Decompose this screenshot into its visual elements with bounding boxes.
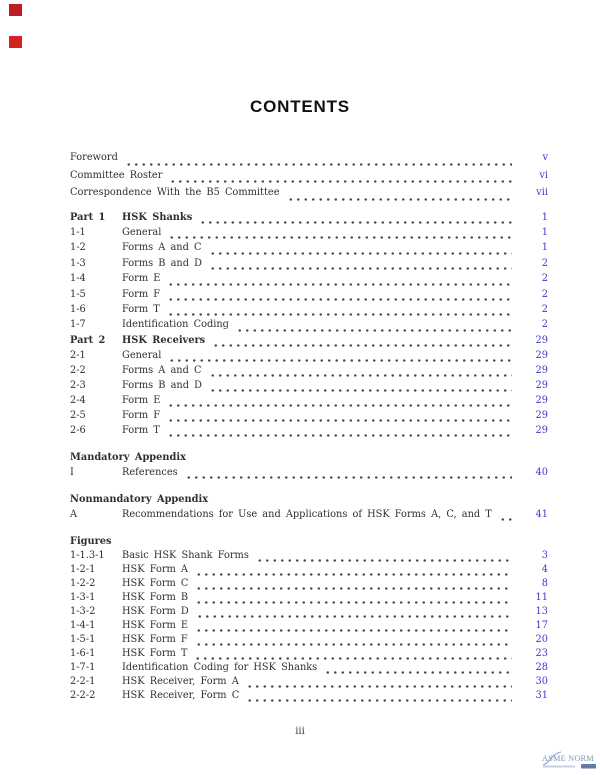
toc-row-label: Part 1	[70, 211, 106, 223]
toc-row-label: 1-1	[70, 226, 86, 238]
toc-row-label: 1-1.3-1	[70, 549, 105, 561]
toc-row-label: Part 2	[70, 334, 106, 346]
toc-row-label: 1-5	[70, 288, 86, 300]
toc-row-page[interactable]: 20	[535, 633, 548, 645]
nonmandatory-appendix-list	[70, 507, 548, 522]
asme-norm-watermark	[541, 748, 598, 777]
toc-row-page[interactable]: 1	[541, 211, 548, 223]
toc-row	[70, 287, 548, 302]
toc-row-page[interactable]: 41	[535, 508, 548, 520]
part2-list	[70, 333, 548, 438]
part1-list	[70, 210, 548, 333]
toc-row-page[interactable]: 28	[535, 661, 548, 673]
toc-row	[70, 149, 548, 167]
dot-leader	[195, 572, 512, 577]
toc-row-page[interactable]: v	[542, 152, 548, 163]
toc-row-title: HSK Receivers	[122, 334, 206, 346]
toc-row-title: Identification Coding for HSK Shanks	[122, 661, 318, 673]
toc-row-label: 1-6	[70, 303, 86, 315]
toc-row-title: HSK Receiver, Form A	[122, 675, 239, 687]
nonmandatory-appendix-heading: Nonmandatory Appendix	[70, 493, 209, 505]
dot-leader	[195, 628, 512, 633]
dot-leader	[287, 197, 512, 202]
toc-row-title: General	[122, 226, 162, 238]
toc-row-title: Form T	[122, 424, 160, 436]
dot-leader	[196, 614, 512, 619]
toc-row-title: Recommendations for Use and Applications of HSK Forms A, C, and T	[122, 508, 492, 520]
toc-row	[70, 393, 548, 408]
toc-row-page[interactable]: 2	[541, 257, 548, 269]
toc-row-page[interactable]: 30	[535, 675, 548, 687]
toc-row-label: 2-3	[70, 379, 86, 391]
toc-row-page[interactable]: 31	[535, 689, 548, 701]
toc-row-label: 2-5	[70, 409, 86, 421]
mandatory-appendix-section	[70, 450, 548, 480]
figures-heading: Figures	[70, 535, 112, 547]
dot-leader	[167, 433, 512, 438]
toc-row	[70, 167, 548, 185]
toc-row-title: Forms B and D	[122, 379, 202, 391]
toc-row-title: Form E	[122, 273, 161, 285]
toc-row	[70, 633, 548, 647]
toc-row-page[interactable]: 29	[535, 409, 548, 421]
toc-row-label: 2-4	[70, 394, 86, 406]
toc-row	[70, 577, 548, 591]
toc-row-label: 1-2	[70, 242, 86, 254]
red-scan-mark-top	[9, 4, 22, 16]
toc-row-page[interactable]: 29	[535, 394, 548, 406]
toc-row-page[interactable]: 23	[535, 647, 548, 659]
toc-row-title: References	[122, 466, 178, 478]
toc-row-page[interactable]: vi	[539, 169, 548, 181]
toc-row	[70, 348, 548, 363]
dot-leader	[167, 403, 512, 408]
watermark-text: ASME NORM	[542, 754, 594, 763]
toc-row-title: Identification Coding	[122, 319, 229, 331]
dot-leader	[195, 586, 512, 591]
toc-row-page[interactable]: 4	[541, 563, 548, 575]
dot-leader	[236, 328, 512, 333]
toc-row-label: 2-2	[70, 364, 86, 376]
dot-leader	[209, 266, 512, 271]
toc-row	[70, 507, 548, 522]
toc-row-label: 2-6	[70, 424, 86, 436]
toc-row-page[interactable]: 3	[541, 549, 548, 561]
toc-row	[70, 317, 548, 332]
toc-row	[70, 256, 548, 271]
toc-row-label: 1-3	[70, 257, 86, 269]
toc-row-page[interactable]: 17	[535, 619, 548, 631]
toc-row	[70, 465, 548, 480]
toc-row-title: HSK Form E	[122, 619, 189, 631]
dot-leader	[195, 600, 512, 605]
toc-row-label: A	[70, 508, 78, 520]
toc-row-label: 1-4	[70, 273, 86, 285]
toc-row	[70, 563, 548, 577]
toc-row-title: HSK Form B	[122, 591, 189, 603]
red-scan-mark-bottom	[9, 36, 22, 48]
toc-row	[70, 333, 548, 348]
toc-row-title: HSK Shanks	[122, 211, 193, 223]
toc-row-title: Basic HSK Shank Forms	[122, 549, 249, 561]
toc-row-label: 1-2-1	[70, 563, 96, 575]
toc-row-title: HSK Receiver, Form C	[122, 689, 240, 701]
dot-leader	[199, 220, 512, 225]
toc-row-page[interactable]: 29	[535, 334, 548, 346]
front-matter-list	[70, 149, 548, 202]
dot-leader	[209, 388, 512, 393]
toc-row-page[interactable]: 1	[541, 242, 548, 254]
toc-row-page[interactable]: 2	[541, 288, 548, 300]
toc-row-page[interactable]: vii	[536, 187, 548, 198]
dot-leader	[167, 418, 512, 423]
toc-row	[70, 225, 548, 240]
toc-row-page[interactable]: 29	[535, 364, 548, 376]
toc-row	[70, 240, 548, 255]
page-title: CONTENTS	[250, 97, 350, 116]
dot-leader	[246, 698, 512, 703]
toc-row	[70, 647, 548, 661]
toc-row	[70, 210, 548, 225]
toc-row	[70, 549, 548, 563]
dot-leader	[167, 282, 512, 287]
dot-leader	[209, 373, 513, 378]
toc-row-label: 2-2-1	[70, 675, 96, 687]
toc-row-title: HSK Form T	[122, 647, 188, 659]
dot-leader	[168, 358, 512, 363]
toc-row-page[interactable]: 13	[535, 605, 548, 617]
toc-row-page[interactable]: 11	[535, 591, 548, 603]
toc-row-title: HSK Form C	[122, 577, 189, 589]
table-of-contents	[70, 149, 548, 703]
nonmandatory-appendix-section	[70, 492, 548, 522]
toc-row-label: 1-7-1	[70, 661, 96, 673]
toc-row-label: 1-6-1	[70, 647, 96, 659]
mandatory-appendix-heading: Mandatory Appendix	[70, 451, 186, 463]
dot-leader	[195, 642, 512, 647]
toc-row-label: 1-7	[70, 319, 86, 331]
toc-row	[70, 363, 548, 378]
toc-row-label: 1-2-2	[70, 577, 96, 589]
dot-leader	[324, 670, 512, 675]
toc-row-title: HSK Form A	[122, 563, 189, 575]
toc-row	[70, 661, 548, 675]
toc-row-title: Form T	[122, 303, 160, 315]
toc-row-label: 2-1	[70, 349, 86, 361]
toc-row-title: Correspondence With the B5 Committee	[70, 187, 280, 198]
toc-row-label: 1-5-1	[70, 633, 96, 645]
dot-leader	[256, 558, 512, 563]
toc-row-title: Form F	[122, 288, 161, 300]
toc-row-label: 1-4-1	[70, 619, 96, 631]
toc-row	[70, 689, 548, 703]
dot-leader	[167, 297, 512, 302]
toc-row-label: 1-3-2	[70, 605, 96, 617]
toc-row	[70, 378, 548, 393]
toc-row-page[interactable]: 2	[541, 319, 548, 331]
dot-leader	[125, 162, 512, 167]
toc-row-title: Form E	[122, 394, 161, 406]
toc-row	[70, 619, 548, 633]
page-number-folio: iii	[295, 726, 305, 737]
toc-row-page[interactable]: 2	[541, 273, 548, 285]
toc-row	[70, 271, 548, 286]
toc-row-title: HSK Form F	[122, 633, 188, 645]
toc-row-label: I	[70, 466, 74, 478]
toc-row	[70, 423, 548, 438]
toc-row-page[interactable]: 8	[541, 577, 548, 589]
toc-row-page[interactable]: 29	[535, 379, 548, 391]
toc-row-title: Committee Roster	[70, 169, 163, 181]
toc-row-page[interactable]: 1	[541, 226, 548, 238]
toc-row-page[interactable]: 29	[535, 349, 548, 361]
toc-row-label: 2-2-2	[70, 689, 96, 701]
dot-leader	[499, 517, 512, 522]
toc-row	[70, 591, 548, 605]
figures-list	[70, 549, 548, 703]
dot-leader	[185, 475, 512, 480]
toc-row-title: Forms B and D	[122, 257, 202, 269]
watermark-badge	[581, 764, 596, 769]
toc-row-page[interactable]: 29	[535, 424, 548, 436]
toc-row-title: Foreword	[70, 152, 118, 163]
dot-leader	[168, 235, 512, 240]
toc-row-title: Forms A and C	[122, 364, 202, 376]
toc-row	[70, 302, 548, 317]
toc-row-page[interactable]: 2	[541, 303, 548, 315]
toc-row-title: HSK Form D	[122, 605, 189, 617]
toc-row-title: General	[122, 349, 162, 361]
watermark-subtext-bar	[543, 766, 575, 768]
toc-row-title: Form F	[122, 409, 161, 421]
mandatory-appendix-list	[70, 465, 548, 480]
dot-leader	[212, 343, 512, 348]
dot-leader	[209, 251, 513, 256]
toc-row	[70, 675, 548, 689]
toc-row-title: Forms A and C	[122, 242, 202, 254]
figures-section	[70, 535, 548, 703]
toc-row-label: 1-3-1	[70, 591, 96, 603]
toc-row	[70, 408, 548, 423]
toc-row-page[interactable]: 40	[535, 466, 548, 478]
toc-row	[70, 605, 548, 619]
toc-row	[70, 184, 548, 202]
dot-leader	[246, 684, 512, 689]
